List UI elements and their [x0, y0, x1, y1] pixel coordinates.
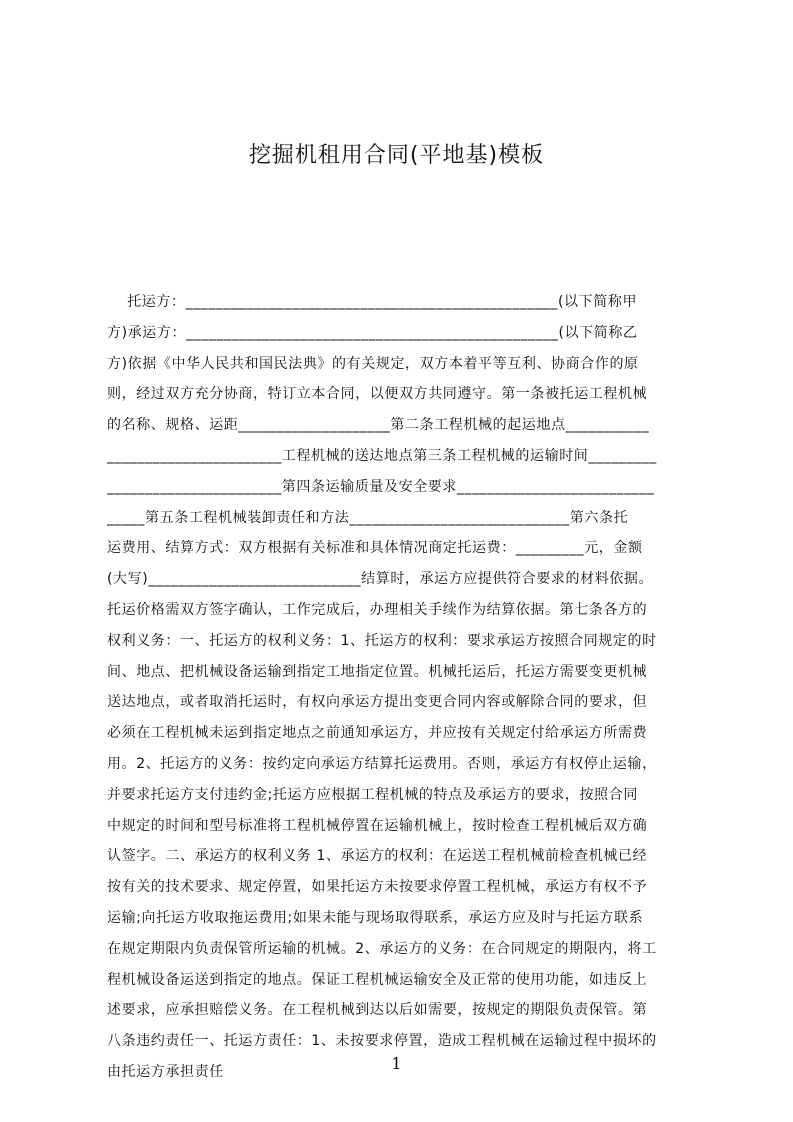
text-line: 程机械设备运送到指定的地点。保证工程机械运输安全及正常的使用功能，如违反上	[107, 971, 648, 988]
text-line: 运费用、结算方式：双方根据有关标准和具体情况商定托运费：_________元，金额	[107, 540, 643, 557]
document-title: 挖掘机租用合同(平地基)模板	[248, 143, 545, 168]
text-line: 方)承运方：_________________________________________________(以下简称乙	[107, 324, 638, 341]
text-line: 述要求，应承担赔偿义务。在工程机械到达以后如需要，按规定的期限负责保管。第	[107, 1002, 648, 1019]
text-line: 托运价格需双方签字确认，工作完成后，办理相关手续作为结算依据。第七条各方的	[107, 601, 648, 618]
text-line: 送达地点，或者取消托运时，有权向承运方提出变更合同内容或解除合同的要求，但	[107, 694, 648, 711]
text-line: 权利义务：一、托运方的权利义务：1、托运方的权利：要求承运方按照合同规定的时	[107, 632, 657, 649]
text-line: (大写)____________________________结算时，承运方应提供符合要求的材料依据。	[107, 571, 654, 588]
text-line: 必须在工程机械未运到指定地点之前通知承运方，并应按有关规定付给承运方所需费	[107, 725, 648, 742]
text-line: 用。2、托运方的义务：按约定向承运方结算托运费用。否则，承运方有权停止运输，	[107, 755, 657, 772]
text-line: 中规定的时间和型号标准将工程机械停置在运输机械上，按时检查工程机械后双方确	[107, 817, 648, 834]
text-line: 认签字。二、承运方的权利义务 1、承运方的权利：在运送工程机械前检查机械已经	[107, 848, 648, 865]
contract-body	[107, 287, 697, 1088]
text-line: 由托运方承担责任	[107, 1063, 224, 1080]
text-line: 的名称、规格、运距____________________第二条工程机械的起运地点___________	[107, 417, 650, 434]
page-number: 1	[391, 1054, 402, 1073]
text-line: _____第五条工程机械装卸责任和方法_____________________________第六条托	[107, 509, 629, 526]
text-line: 托运方：_________________________________________________(以下简称甲	[107, 294, 638, 310]
text-line: 在规定期限内负责保管所运输的机械。2、承运方的义务：在合同规定的期限内，将工	[107, 940, 657, 957]
text-line: 八条违约责任一、托运方责任：1、未按要求停置，造成工程机械在运输过程中损坏的	[107, 1033, 657, 1050]
text-line: 间、地点、把机械设备运输到指定工地指定位置。机械托运后，托运方需要变更机械	[107, 663, 648, 680]
text-line: 方)依据《中华人民共和国民法典》的有关规定，双方本着平等互利、协商合作的原	[107, 355, 639, 372]
text-line: 则，经过双方充分协商，特订立本合同，以便双方共同遵守。第一条被托运工程机械	[107, 386, 648, 403]
text-line: _______________________第四条运输质量及安全要求__________________________	[107, 478, 655, 495]
text-line: 运输;向托运方收取拖运费用;如果未能与现场取得联系，承运方应及时与托运方联系	[107, 909, 644, 926]
text-line: 并要求托运方支付违约金;托运方应根据工程机械的特点及承运方的要求，按照合同	[107, 786, 638, 803]
text-line: _______________________工程机械的送达地点第三条工程机械的运输时间_________	[107, 447, 657, 464]
text-line: 按有关的技术要求、规定停置，如果托运方未按要求停置工程机械，承运方有权不予	[107, 879, 648, 896]
